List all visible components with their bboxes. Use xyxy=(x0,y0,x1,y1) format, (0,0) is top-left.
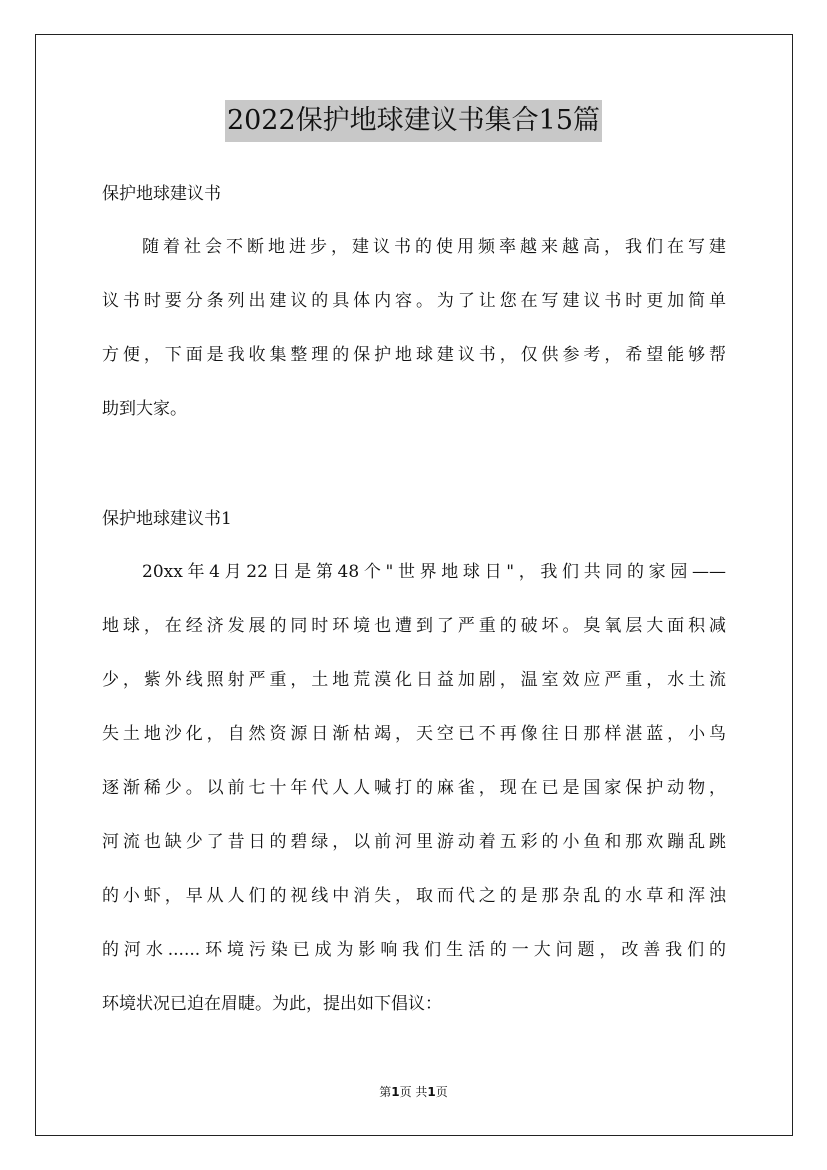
footer-prefix: 第 xyxy=(379,1085,392,1099)
paragraph-line: 失土地沙化，自然资源日渐枯竭，天空已不再像往日那样湛蓝，小鸟 xyxy=(102,724,726,744)
paragraph-line: 逐渐稀少。以前七十年代人人喊打的麻雀，现在已是国家保护动物， xyxy=(102,778,726,798)
paragraph-line: 20xx年4月22日是第48个"世界地球日"，我们共同的家园—— xyxy=(142,562,726,582)
section1-paragraph xyxy=(102,545,726,1031)
intro-paragraph xyxy=(102,220,726,436)
title-container xyxy=(0,100,827,142)
paragraph-line: 助到大家。 xyxy=(102,399,187,419)
paragraph-line: 的河水......环境污染已成为影响我们生活的一大问题，改善我们的 xyxy=(102,940,726,960)
paragraph-line: 议书时要分条列出建议的具体内容。为了让您在写建议书时更加简单 xyxy=(102,291,726,311)
section1-heading: 保护地球建议书1 xyxy=(102,509,232,529)
footer-page-total: 1 xyxy=(427,1085,436,1099)
footer-suffix: 页 xyxy=(435,1085,448,1099)
paragraph-line: 随着社会不断地进步，建议书的使用频率越来越高，我们在写建 xyxy=(142,237,726,257)
page-footer xyxy=(0,1084,827,1100)
document-title: 2022保护地球建议书集合15篇 xyxy=(225,100,602,142)
paragraph-line: 少，紫外线照射严重，土地荒漠化日益加剧，温室效应严重，水土流 xyxy=(102,670,726,690)
paragraph-line: 的小虾，早从人们的视线中消失，取而代之的是那杂乱的水草和浑浊 xyxy=(102,886,726,906)
paragraph-line: 环境状况已迫在眉睫。为此，提出如下倡议： xyxy=(102,994,442,1014)
intro-heading: 保护地球建议书 xyxy=(102,184,221,204)
paragraph-line: 地球，在经济发展的同时环境也遭到了严重的破坏。臭氧层大面积减 xyxy=(102,616,726,636)
footer-page-number: 1 xyxy=(391,1085,400,1099)
paragraph-line: 方便，下面是我收集整理的保护地球建议书，仅供参考，希望能够帮 xyxy=(102,345,726,365)
paragraph-line: 河流也缺少了昔日的碧绿，以前河里游动着五彩的小鱼和那欢蹦乱跳 xyxy=(102,832,726,852)
footer-mid: 页 共 xyxy=(399,1085,428,1099)
